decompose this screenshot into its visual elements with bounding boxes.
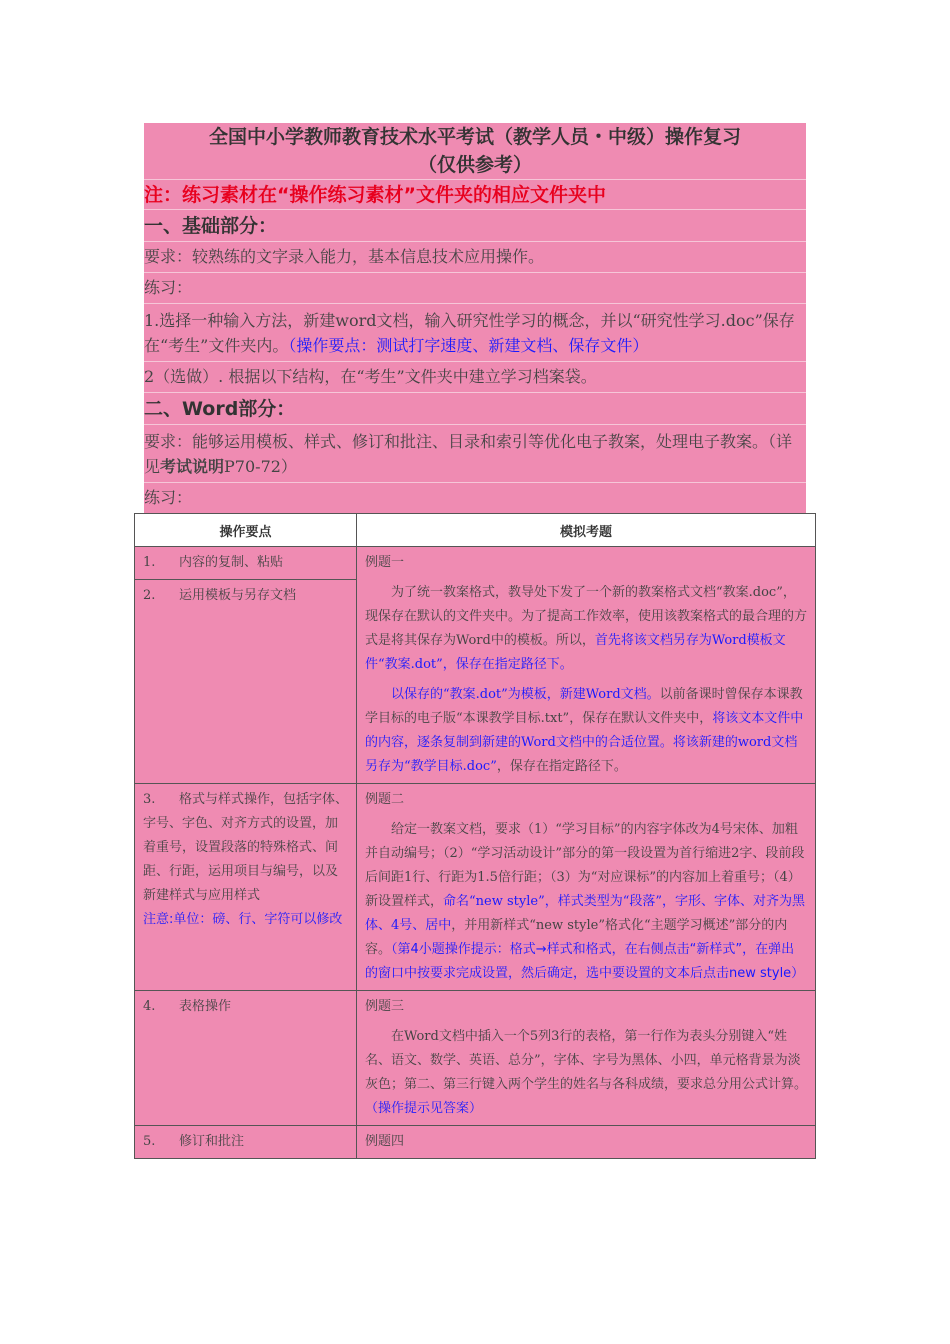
table-row <box>135 1126 816 1159</box>
word-practice-label: 练习： <box>144 488 193 507</box>
basic-item-1: 1.选择一种输入方法，新建word文档，输入研究性学习的概念，并以“研究性学习.doc”保存在“考生”文件夹内。（操作要点：测试打字速度、新建文档、保存文件） <box>144 304 806 362</box>
example-3-cell <box>357 991 816 1126</box>
example-1-cell <box>357 547 816 784</box>
example-3-para: 在Word文档中插入一个5列3行的表格，第一行作为表头分别键入“姓名、语文、数学、英语、总分”，字体、字号为黑体、小四，单元格背景为淡灰色；第二、第三行键入两个学生的姓名与各科成绩，要求总分用公式计算。（操作提示见答案） <box>365 1029 808 1116</box>
operations-table <box>134 513 816 1159</box>
example-2-label: 例题二 <box>365 792 405 807</box>
row-template-save: 2. 运用模板与另存文档 <box>135 580 357 784</box>
row-revision-comments: 5. 修订和批注 <box>135 1126 357 1159</box>
example-3-label: 例题三 <box>365 999 405 1014</box>
page-title: 全国中小学教师教育技术水平考试（教学人员・中级）操作复习 （仅供参考） <box>144 123 806 180</box>
table-row <box>135 784 816 991</box>
example-4-cell <box>357 1126 816 1159</box>
table-header-row <box>135 514 816 547</box>
header-exam-questions: 模拟考题 <box>357 514 816 547</box>
header-key-points: 操作要点 <box>135 514 357 547</box>
material-note: 注：练习素材在“操作练习素材”文件夹的相应文件夹中 <box>144 180 806 210</box>
word-requirement: 要求：能够运用模板、样式、修订和批注、目录和索引等优化电子教案，处理电子教案。（详见考试说明P70-72） <box>144 425 806 483</box>
example-2-cell <box>357 784 816 991</box>
table-row <box>135 547 816 580</box>
row-table-ops: 4. 表格操作 <box>135 991 357 1126</box>
example-1-label: 例题一 <box>365 555 405 570</box>
unit-note: 注意:单位：磅、行、字符可以修改 <box>143 912 343 927</box>
section-word-heading: 二、Word部分： <box>144 393 806 425</box>
example-2-para: 给定一教案文档，要求（1）“学习目标”的内容字体改为4号宋体、加粗并自动编号；（2）“学习活动设计”部分的第一段设置为首行缩进2字、段前段后间距1行、行距为1.5倍行距；（3）为“对应课标”的内容加上着重号；（4）新设置样式，命名“new style”，样式类型为“段落”，字形、字体、对齐为黑体、4号、居中，并用新样式“new style”格式化“主题学习概述”部分的内容。（第4小题操作提示：格式→样式和格式，在右侧点击“新样式”，在弹出的窗口中按要求完成设置，然后确定，选中要设置的文本后点击new style） <box>365 822 806 981</box>
row-format-style: 3. 格式与样式操作，包括字体、字号、字色、对齐方式的设置，加着重号，设置段落的特殊格式、间距、行距，运用项目与编号，以及新建样式与应用样式 注意:单位：磅、行、字符可以修改 <box>135 784 357 991</box>
basic-item-1-tip: （操作要点：测试打字速度、新建文档、保存文件） <box>288 336 649 355</box>
example-4-label: 例题四 <box>365 1134 405 1149</box>
basic-requirement: 要求：较熟练的文字录入能力，基本信息技术应用操作。 <box>144 242 806 273</box>
section-basic-heading: 一、基础部分： <box>144 210 806 242</box>
example-1-para-2: 以保存的“教案.dot”为模板，新建Word文档。以前备课时曾保存本课教学目标的电子版“本课教学目标.txt”，保存在默认文件夹中，将该文本文件中的内容，逐条复制到新建的Word文档中的合适位置。将该新建的word文档另存为“教学目标.doc”，保存在指定路径下。 <box>365 687 804 774</box>
basic-item-2: 2（选做）. 根据以下结构，在“考生”文件夹中建立学习档案袋。 <box>144 362 806 393</box>
header-block <box>144 123 806 513</box>
example-1-para-1: 为了统一教案格式，教导处下发了一个新的教案格式文档“教案.doc”，现保存在默认的文件夹中。为了提高工作效率，使用该教案格式的最合理的方式是将其保存为Word中的模板。所以，首先将该文档另存为Word模板文件“教案.dot”，保存在指定路径下。 <box>365 585 808 672</box>
row-copy-paste: 1. 内容的复制、粘贴 <box>135 547 357 580</box>
basic-practice-label: 练习： <box>144 273 806 304</box>
table-row <box>135 991 816 1126</box>
